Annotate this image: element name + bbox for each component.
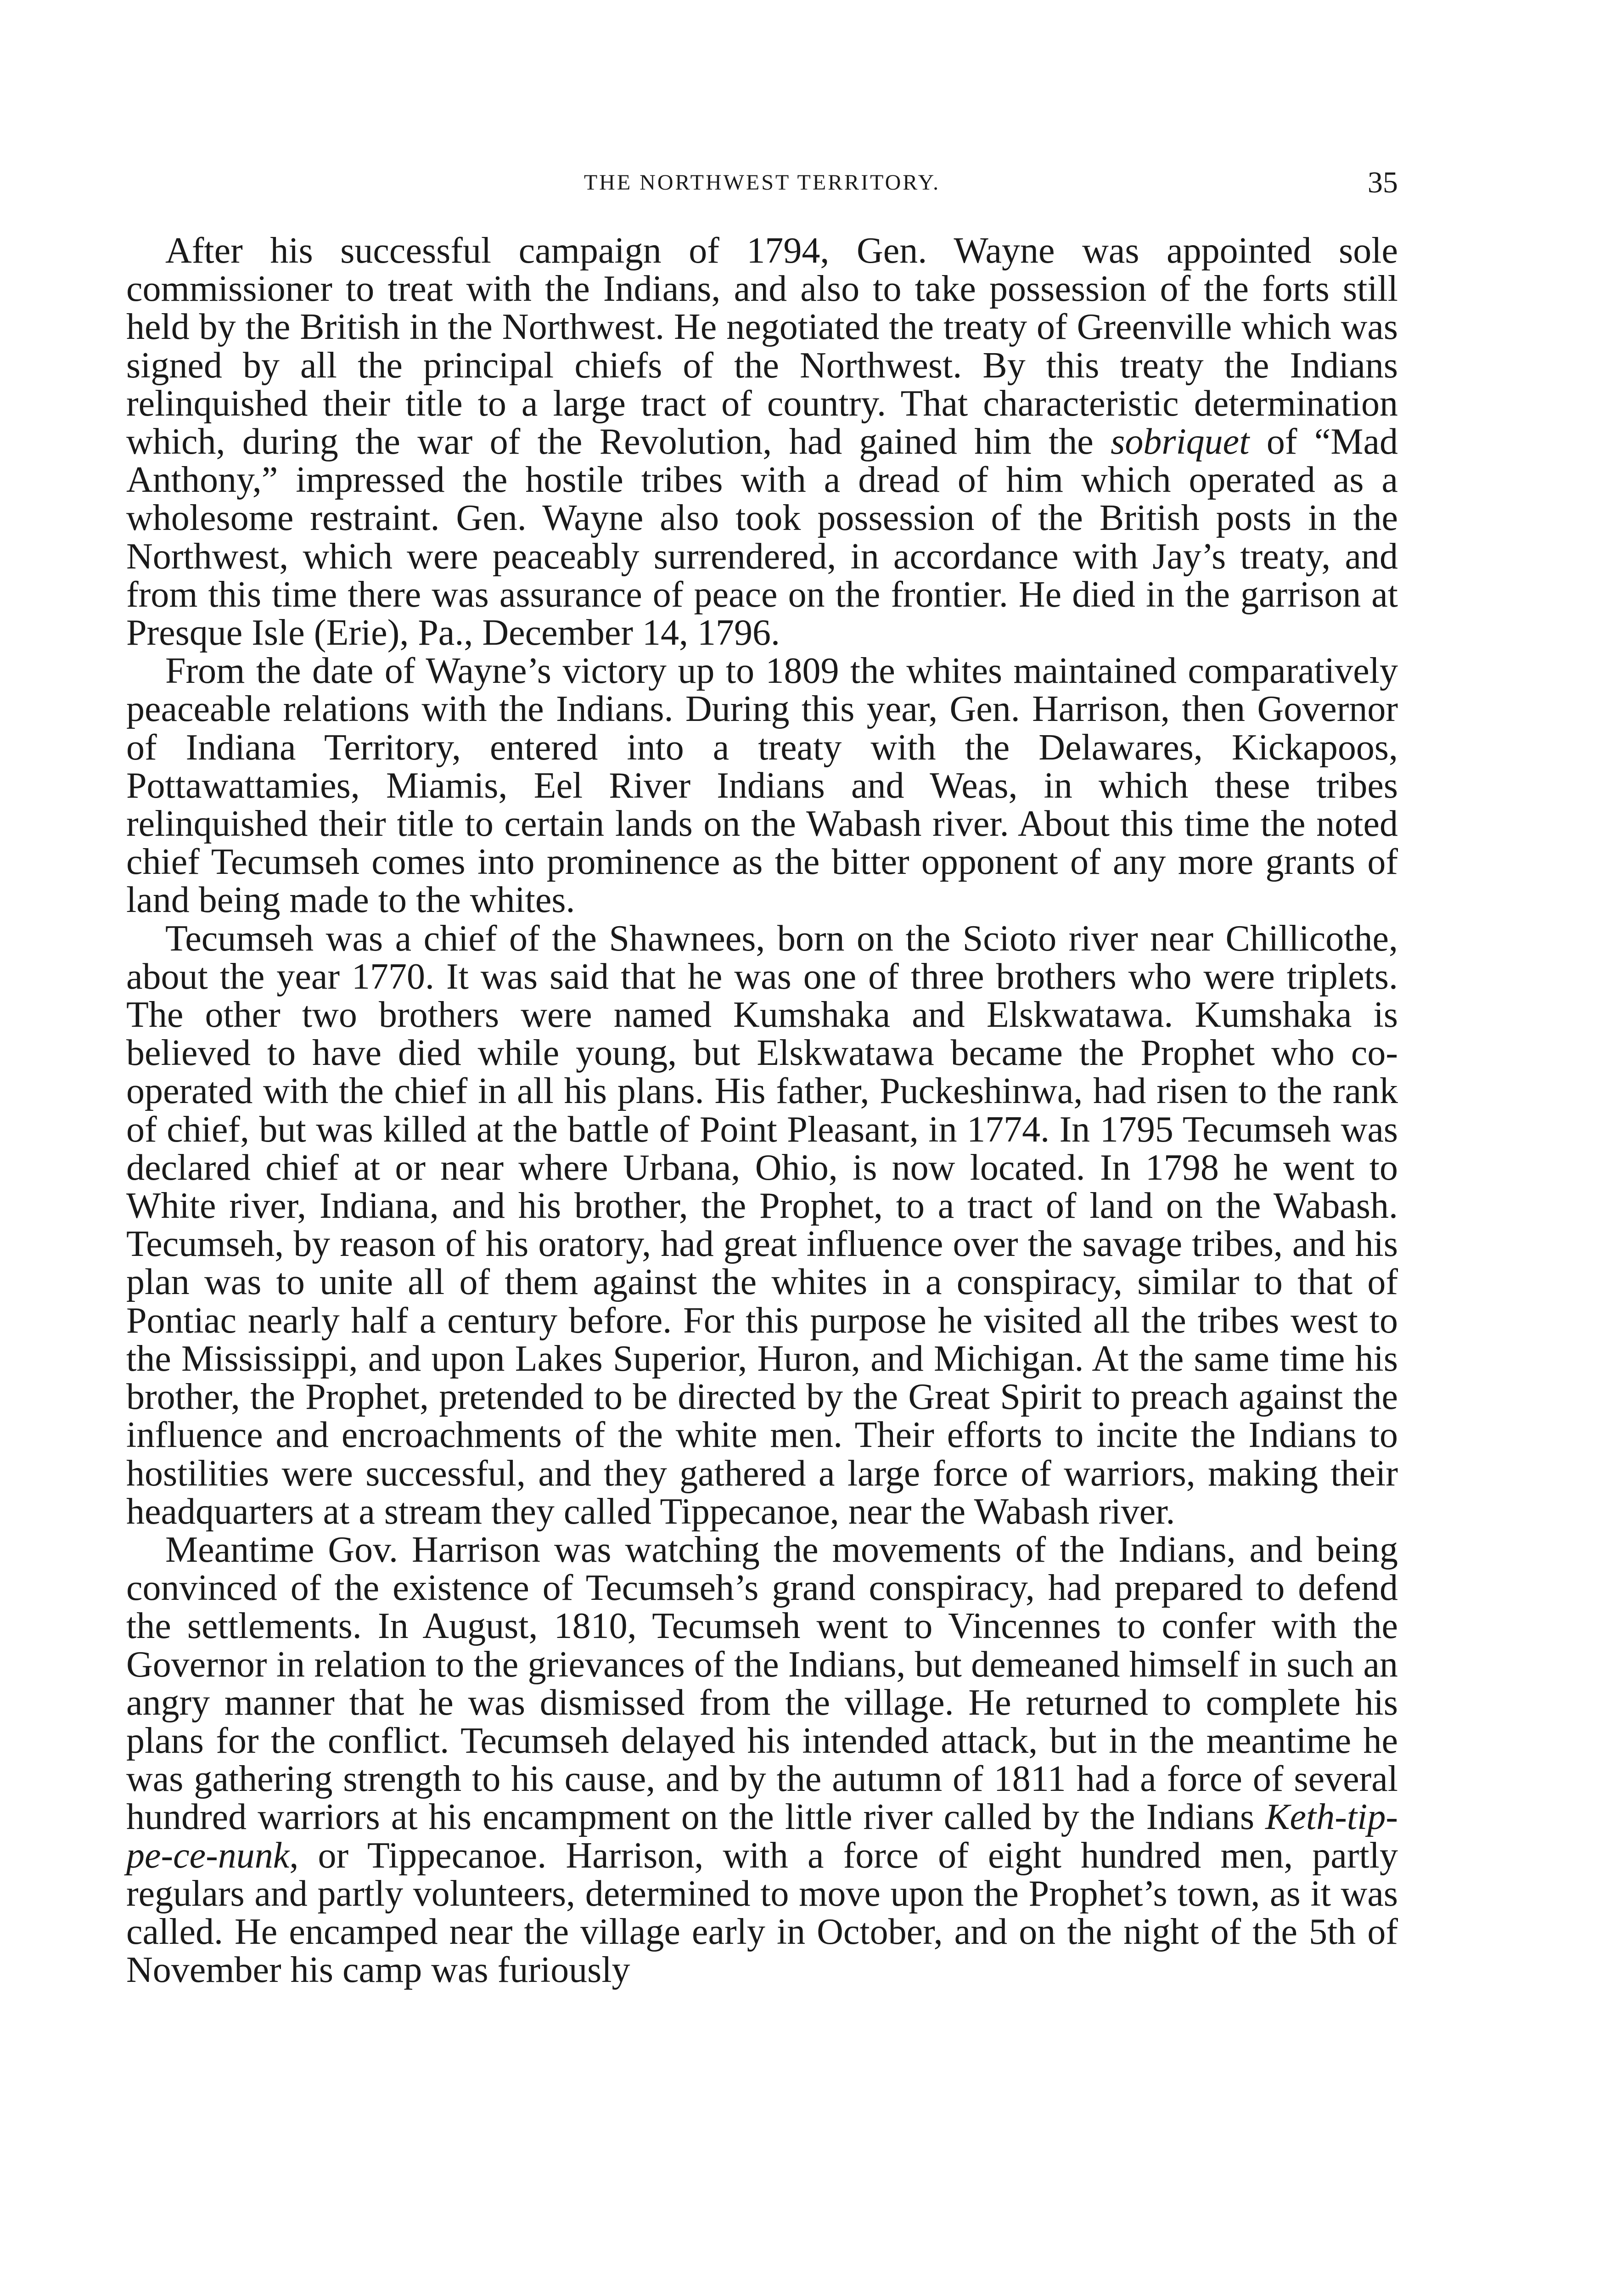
paragraph-text: , or Tippecanoe. Harrison, with a force of eight hundred men, partly regulars and partly volunteers, determined to move upon the Prophet’s town, as it was called. He encamped near the village early in October, and on the night of the 5th of November his camp was furiously [126, 1835, 1398, 1991]
italic-term: sobriquet [1111, 422, 1250, 462]
page-number: 35 [1368, 166, 1398, 199]
paragraph-text: From the date of Wayne’s victory up to 1809 the whites maintained comparatively peaceable relations with the Indians. During this year, Gen. Harrison, then Governor of Indiana Territory, entered into a treaty with the Delawares, Kickapoos, Pottawattamies, Miamis, Eel River Indians and Weas, in which these tribes relinquished their title to certain lands on the Wabash river. About this time the noted chief Tecumseh comes into prominence as the bitter opponent of any more grants of land being made to the whites. [126, 651, 1398, 921]
paragraph-wayne [126, 232, 1398, 652]
paragraph-text: of “Mad Anthony,” impressed the hostile tribes with a dread of him which operated as a wholesome restraint. Gen. Wayne also took possession of the British posts in the Northwest, which were peaceably surrendered, in accordance with Jay’s treaty, and from this time there was assurance of peace on the frontier. He died in the garrison at Presque Isle (Erie), Pa., December 14, 1796. [126, 422, 1398, 653]
italic-term: Keth-tip-pe-ce-nunk [126, 1797, 1398, 1876]
paragraph-harrison-treaty [126, 652, 1398, 919]
running-head [126, 165, 1398, 202]
paragraph-tecumseh [126, 920, 1398, 1531]
paragraph-text: After his successful campaign of 1794, Gen. Wayne was appointed sole commissioner to treat with the Indians, and also to take possession of the forts still held by the British in the Northwest. He negotiated the treaty of Greenville which was signed by all the principal chiefs of the Northwest. By this treaty the Indians relinquished their title to a large tract of country. That characteristic determination which, during the war of the Revolution, had gained him the [126, 231, 1398, 462]
running-title: THE NORTHWEST TERRITORY. [584, 170, 941, 195]
paragraph-text: Meantime Gov. Harrison was watching the movements of the Indians, and being convinced of the existence of Tecumseh’s grand conspiracy, had prepared to defend the settlements. In August, 1810, Tecumseh went to Vincennes to confer with the Governor in relation to the grievances of the Indians, but demeaned himself in such an angry manner that he was dismissed from the village. He returned to complete his plans for the conflict. Tecumseh delayed his intended attack, but in the meantime he was gathering strength to his cause, and by the autumn of 1811 had a force of several hundred warriors at his encampment on the little river called by the Indians [126, 1529, 1398, 1838]
body-text [126, 232, 1398, 1989]
paragraph-text: Tecumseh was a chief of the Shawnees, born on the Scioto river near Chillicothe, about the year 1770. It was said that he was one of three brothers who were triplets. The other two brothers were named Kumshaka and Elskwatawa. Kumshaka is believed to have died while young, but Elskwatawa became the Prophet who co-operated with the chief in all his plans. His father, Puckeshinwa, had risen to the rank of chief, but was killed at the battle of Point Pleasant, in 1774. In 1795 Tecumseh was declared chief at or near where Urbana, Ohio, is now located. In 1798 he went to White river, Indiana, and his brother, the Prophet, to a tract of land on the Wabash. Tecumseh, by reason of his oratory, had great influence over the savage tribes, and his plan was to unite all of them against the whites in a conspiracy, similar to that of Pontiac nearly half a century before. For this purpose he visited all the tribes west to the Mississippi, and upon Lakes Superior, Huron, and Michigan. At the same time his brother, the Prophet, pretended to be directed by the Great Spirit to preach against the influence and encroachments of the white men. Their efforts to incite the Indians to hostilities were successful, and they gathered a large force of warriors, making their headquarters at a stream they called Tippecanoe, near the Wabash river. [126, 918, 1398, 1532]
paragraph-tippecanoe [126, 1531, 1398, 1989]
